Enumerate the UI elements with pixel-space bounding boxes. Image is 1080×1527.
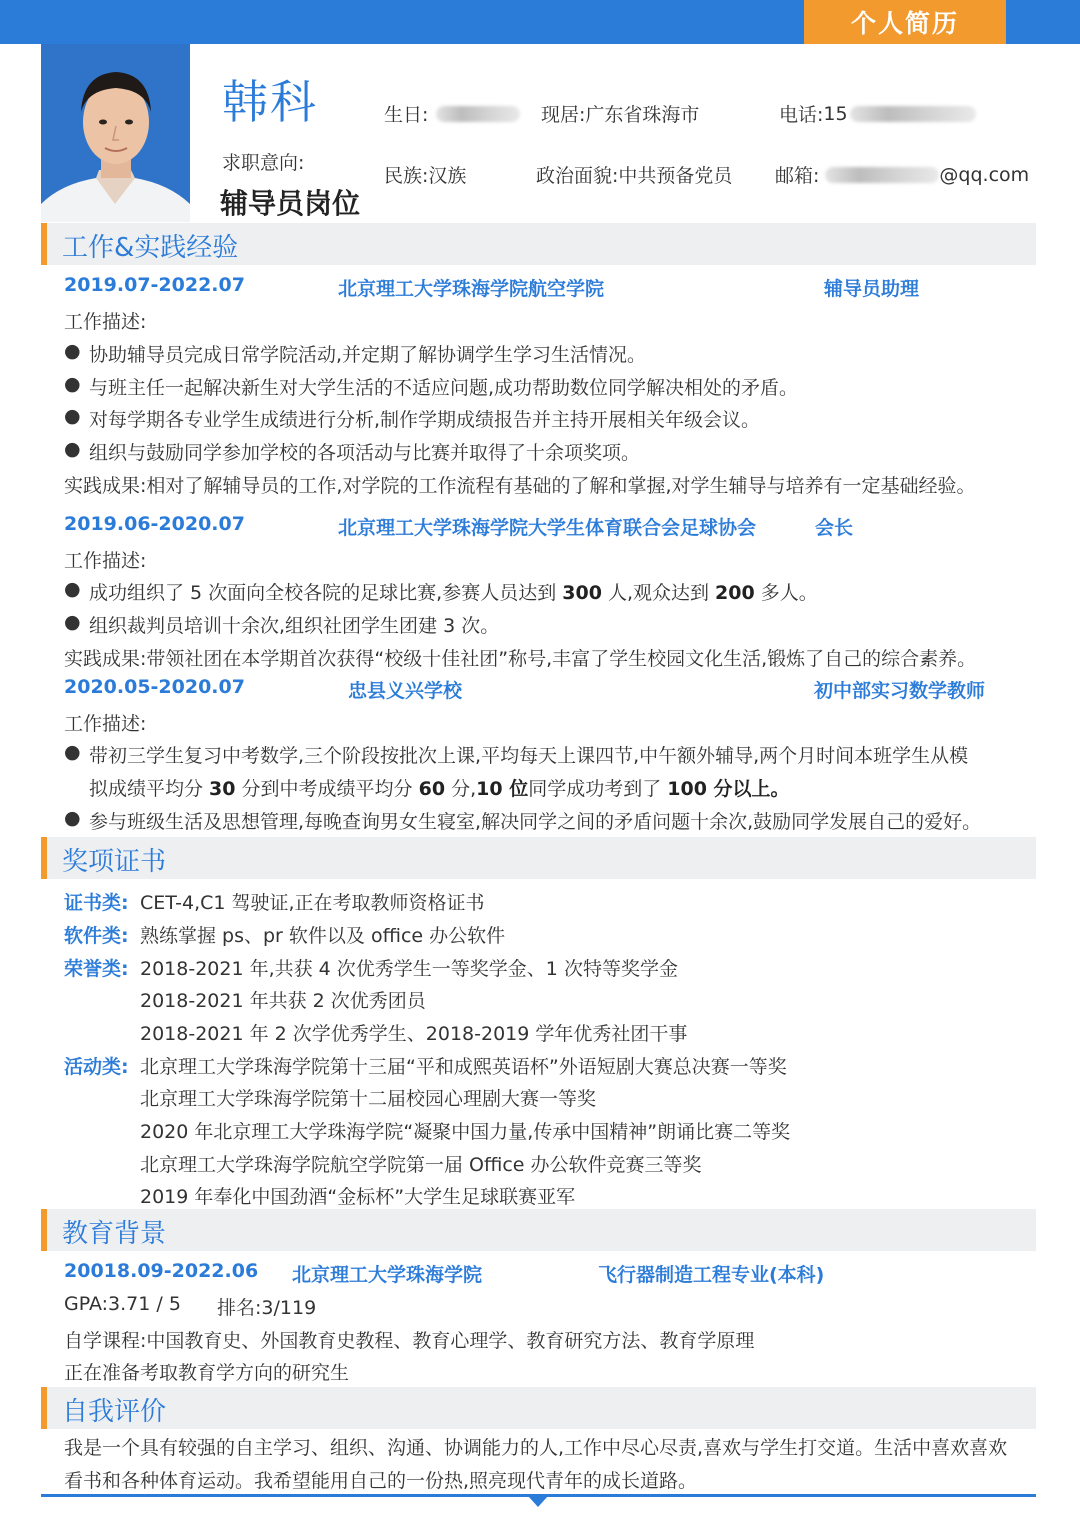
practice-result: 实践成果:带领社团在本学期首次获得“校级十佳社团”称号,丰富了学生校园文化生活,锻炼了自己的综合素养。 xyxy=(64,648,977,670)
birth-redacted xyxy=(436,106,520,122)
section-self-eval xyxy=(41,1387,1036,1429)
email-label: 邮箱: xyxy=(775,165,820,187)
section-work xyxy=(41,223,1036,265)
activity-item: 2020 年北京理工大学珠海学院“凝聚中国力量,传承中国精神”朗诵比赛二等奖 xyxy=(140,1121,791,1143)
edu-gpa: GPA:3.71 / 5 xyxy=(64,1293,181,1315)
email-suffix: @qq.com xyxy=(939,163,1030,186)
activity-item: 北京理工大学珠海学院第十三届“平和成熙英语杯”外语短剧大赛总决赛一等奖 xyxy=(140,1056,787,1078)
residence-info: 现居:广东省珠海市 xyxy=(541,104,700,126)
section-accent-bar xyxy=(41,1387,47,1429)
activity-item: 北京理工大学珠海学院第十二届校园心理剧大赛一等奖 xyxy=(140,1088,597,1110)
activity-label: 活动类: xyxy=(64,1056,129,1078)
section-title: 奖项证书 xyxy=(62,847,167,877)
activity-item: 2019 年奉化中国劲酒“金标杯”大学生足球联赛亚军 xyxy=(140,1186,576,1208)
edu-courses: 自学课程:中国教育史、外国教育史教程、教育心理学、教育研究方法、教育学原理 xyxy=(64,1330,755,1352)
honor-item: 2018-2021 年,共获 4 次优秀学生一等奖学金、1 次特等奖学金 xyxy=(140,958,678,980)
footer-triangle-icon xyxy=(528,1496,548,1507)
email-redacted xyxy=(825,167,939,183)
work-desc-label: 工作描述: xyxy=(64,311,147,333)
list-item-continuation: 拟成绩平均分 30 分到中考成绩平均分 60 分,10 位同学成功考到了 100 分以上。 xyxy=(89,778,790,800)
profile-photo xyxy=(41,44,190,222)
entry-org: 忠县义兴学校 xyxy=(348,680,463,702)
honor-label: 荣誉类: xyxy=(64,958,129,980)
edu-rank: 排名:3/119 xyxy=(217,1297,317,1319)
ethnicity-info: 民族:汉族 xyxy=(384,165,467,187)
resume-label: 个人简历 xyxy=(804,0,1006,44)
phone-info xyxy=(779,100,976,127)
entry-org: 北京理工大学珠海学院大学生体育联合会足球协会 xyxy=(338,517,757,539)
entry-role: 辅导员助理 xyxy=(824,278,920,300)
birth-info xyxy=(384,100,520,127)
work-desc-label: 工作描述: xyxy=(64,713,147,735)
honor-item: 2018-2021 年共获 2 次优秀团员 xyxy=(140,990,426,1012)
cert-value: CET-4,C1 驾驶证,正在考取教师资格证书 xyxy=(140,892,485,914)
self-eval-line: 我是一个具有较强的自主学习、组织、沟通、协调能力的人,工作中尽心尽责,喜欢与学生打交道。生活中喜欢喜欢 xyxy=(64,1437,1008,1459)
work-desc-label: 工作描述: xyxy=(64,550,147,572)
phone-label: 电话: xyxy=(779,104,824,126)
entry-role: 初中部实习数学教师 xyxy=(814,680,986,702)
section-accent-bar xyxy=(41,223,47,265)
entry-role: 会长 xyxy=(815,517,854,539)
entry-period: 2019.06-2020.07 xyxy=(64,513,245,535)
birth-label: 生日: xyxy=(384,104,429,126)
entry-period: 2019.07-2022.07 xyxy=(64,274,245,296)
candidate-name: 韩科 xyxy=(222,75,318,129)
entry-period: 2020.05-2020.07 xyxy=(64,676,245,698)
software-label: 软件类: xyxy=(64,925,129,947)
activity-item: 北京理工大学珠海学院航空学院第一届 Office 办公软件竞赛三等奖 xyxy=(140,1154,702,1176)
edu-major: 飞行器制造工程专业(本科) xyxy=(598,1264,825,1286)
edu-school: 北京理工大学珠海学院 xyxy=(292,1264,483,1286)
entry-org: 北京理工大学珠海学院航空学院 xyxy=(338,278,605,300)
edu-plan: 正在准备考取教育学方向的研究生 xyxy=(64,1362,350,1384)
section-title: 自我评价 xyxy=(62,1397,167,1427)
job-intent: 辅导员岗位 xyxy=(220,187,361,220)
section-title: 教育背景 xyxy=(62,1219,167,1249)
section-accent-bar xyxy=(41,1209,47,1251)
honor-item: 2018-2021 年 2 次学优秀学生、2018-2019 学年优秀社团干事 xyxy=(140,1023,688,1045)
phone-prefix: 15 xyxy=(823,102,848,125)
section-awards xyxy=(41,837,1036,879)
edu-period: 20018.09-2022.06 xyxy=(64,1260,259,1282)
section-education xyxy=(41,1209,1036,1251)
self-eval-line: 看书和各种体育运动。我希望能用自己的一份热,照亮现代青年的成长道路。 xyxy=(64,1470,698,1492)
cert-label: 证书类: xyxy=(64,892,129,914)
section-title: 工作&实践经验 xyxy=(62,233,239,263)
political-info: 政治面貌:中共预备党员 xyxy=(536,165,733,187)
practice-result: 实践成果:相对了解辅导员的工作,对学院的工作流程有基础的了解和掌握,对学生辅导与培养有一定基础经验。 xyxy=(64,475,976,497)
job-intent-label: 求职意向: xyxy=(222,152,305,174)
software-value: 熟练掌握 ps、pr 软件以及 office 办公软件 xyxy=(140,925,506,947)
email-info xyxy=(775,161,1029,188)
section-accent-bar xyxy=(41,837,47,879)
phone-redacted xyxy=(850,106,976,122)
